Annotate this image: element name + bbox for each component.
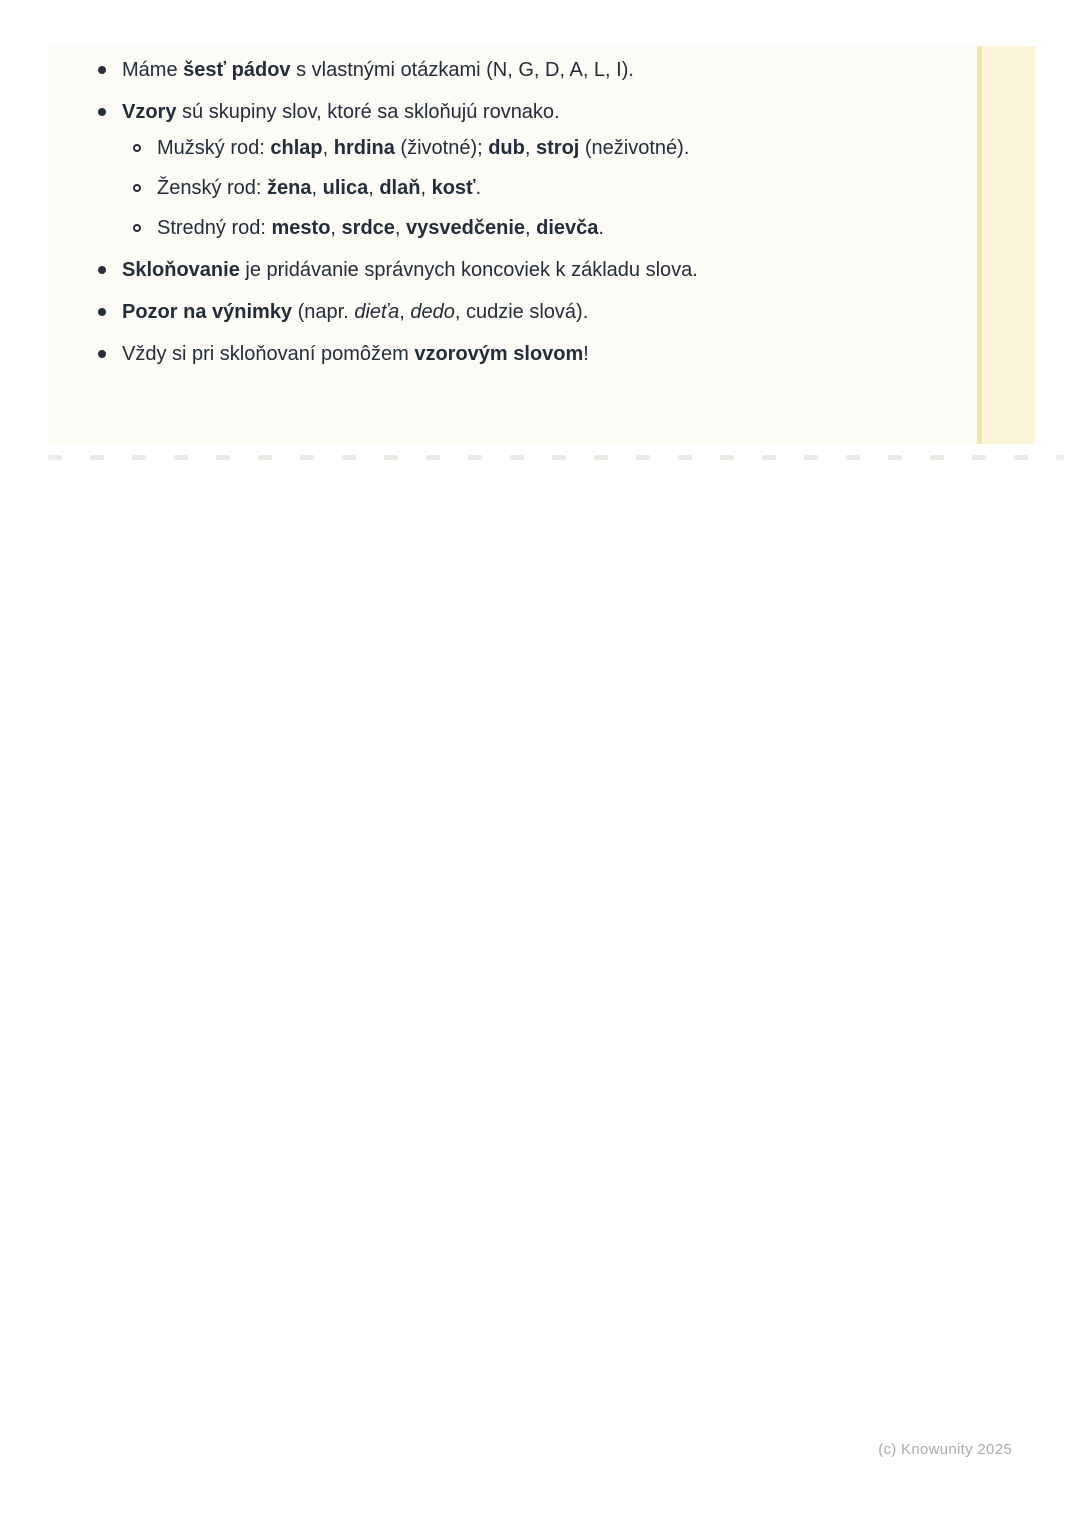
notes-sublist	[122, 136, 915, 240]
content-card	[48, 46, 1035, 444]
list-item	[48, 100, 1035, 240]
sub-list-item-text: Stredný rod: mesto, srdce, vysvedčenie, dievča.	[157, 217, 604, 239]
list-item-text: Skloňovanie je pridávanie správnych koncoviek k základu slova.	[122, 259, 698, 281]
sub-list-item	[122, 176, 915, 200]
list-item	[48, 300, 1035, 324]
bullet-icon	[98, 66, 106, 74]
sub-list-item-text: Mužský rod: chlap, hrdina (životné); dub, stroj (neživotné).	[157, 137, 690, 159]
list-item-text: Vzory sú skupiny slov, ktoré sa skloňujú rovnako.	[122, 101, 560, 123]
sub-list-item	[122, 216, 915, 240]
footer-copyright: (c) Knowunity 2025	[878, 1441, 1012, 1458]
circle-bullet-icon	[133, 144, 141, 152]
list-item	[48, 258, 1035, 282]
bullet-icon	[98, 350, 106, 358]
list-item-text: Pozor na výnimky (napr. dieťa, dedo, cudzie slová).	[122, 301, 589, 323]
sub-list-item-text: Ženský rod: žena, ulica, dlaň, kosť.	[157, 177, 482, 199]
notes-list	[48, 46, 1035, 366]
list-item-text: Máme šesť pádov s vlastnými otázkami (N, G, D, A, L, I).	[122, 59, 634, 81]
bullet-icon	[98, 308, 106, 316]
bullet-icon	[98, 266, 106, 274]
sub-list-item	[122, 136, 915, 160]
bullet-icon	[98, 108, 106, 116]
list-item	[48, 58, 1035, 82]
list-item-text: Vždy si pri skloňovaní pomôžem vzorovým slovom!	[122, 343, 589, 365]
circle-bullet-icon	[133, 224, 141, 232]
circle-bullet-icon	[133, 184, 141, 192]
page-break-divider	[48, 455, 1064, 460]
list-item	[48, 342, 1035, 366]
